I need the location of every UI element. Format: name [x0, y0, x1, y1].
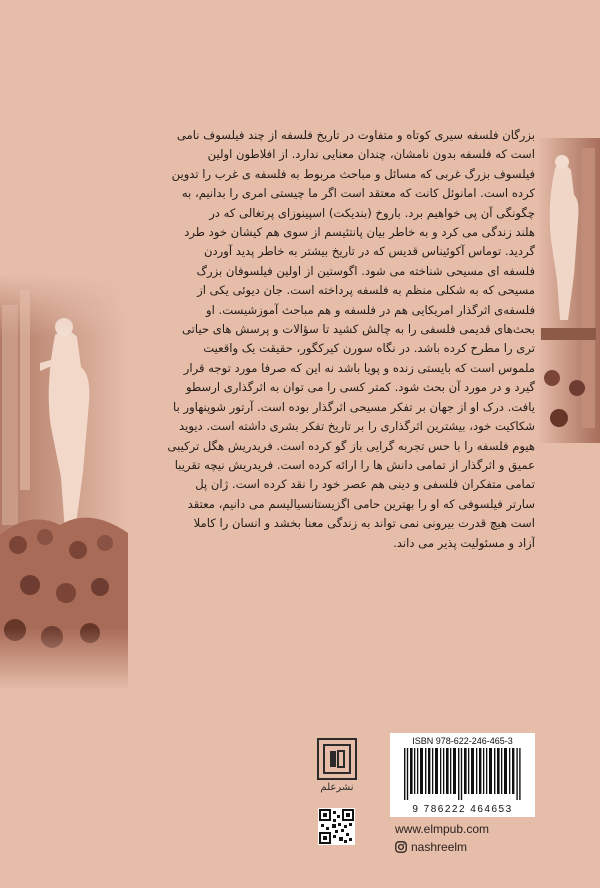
description-line: گردید. توماس آکوئیناس قدیس که در تاریخ بیشتر به خاطر پدید آوردن — [203, 244, 535, 259]
publisher-website-link[interactable]: www.elmpub.com — [395, 822, 490, 836]
description-line: هیوم فلسفه را با حس تجربه گرایی باز گو کرده است. فریدریش هگل ترکیبی — [167, 438, 535, 453]
description-line: هلند زندگی می کرد و به خاطر بیان پانتئیسم از سوی هم کیشان خود طرد — [184, 225, 535, 240]
description-line: آزاد و مسئولیت پذیر می داند. — [393, 535, 535, 550]
description-line: فیلسوف بزرگ غربی که مسائل و مباحث مربوط به فلسفه ی غرب را تدوین — [171, 166, 535, 181]
description-line: است هیچ قدرت بیرونی نمی تواند به زندگی معنا بخشد و انسان را کاملا — [193, 516, 535, 531]
description-line: است که فلسفه بدون نامشان، چندان معنایی ندارد. از افلاطون اولین — [207, 147, 535, 162]
barcode-digits: 9 786222 464653 — [412, 804, 513, 815]
isbn-barcode — [390, 733, 535, 817]
left-classical-illustration — [0, 275, 128, 690]
publisher-name: نشرعلم — [320, 782, 354, 793]
qr-code-icon[interactable] — [318, 808, 355, 845]
description-line: ملموس است که بایستی زنده و پویا باشد نه این که صرفا مورد توجه قرار — [183, 360, 535, 375]
description-line: بزرگان فلسفه سیری کوتاه و متفاوت در تاریخ فلسفه از چند فیلسوف نامی — [176, 128, 535, 142]
description-line: مسیحی که به شکلی منظم به فلسفه پرداخته است. جان دیوئی یکی از — [197, 283, 535, 298]
description-line: فلسفه‌ی اثرگذار امریکایی هم در فلسفه و هم مباحث آموزشیست. او — [206, 302, 535, 317]
description-line: کرده است. امانوئل کانت که معتقد است اگر ما چیستی امری را بدانیم، به — [181, 186, 535, 201]
description-line: سارتر فیلسوفی که او را بهترین حامی اگزیستانسیالیسم می دانیم، معتقد — [187, 496, 535, 511]
description-line: گیرد و در مورد آن بحث شود. کمتر کسی را می توان به اثرگذاری ارسطو — [186, 380, 535, 395]
description-line: تمامی متفکران فلسفی و دینی هم عصر خود را نقد کرده است. ژان پل — [195, 477, 535, 492]
publisher-logo-icon — [317, 738, 357, 780]
back-cover-description — [128, 126, 535, 553]
instagram-handle: nashreelm — [411, 840, 468, 854]
publisher-instagram[interactable] — [395, 840, 467, 854]
barcode-bars — [404, 748, 521, 800]
description-line: عمیق و اثرگذار از تمامی دانش ها را ارائه کرده است. فریدریش نیچه تقریبا — [174, 457, 535, 472]
description-line: شکاکیت خود، بیشترین اثرگذاری را بر تاریخ تفکر بشری داشته است. دیوید — [179, 419, 535, 434]
isbn-number: ISBN 978-622-246-465-3 — [412, 736, 513, 746]
publisher-logo — [317, 738, 357, 793]
description-line: تری را مطرح کرده باشد. در نگاه سورن کیرکگور، حقیقت یک واقعیت — [203, 341, 535, 356]
instagram-icon — [395, 841, 407, 853]
description-line: فلسفه ای مسیحی شناخته می شود. اگوستین از اولین فیلسوفان بزرگ — [196, 263, 535, 278]
description-line: بحث‌های قدیمی فلسفی را به چالش کشید تا سؤالات و پرسش های حیاتی — [182, 322, 535, 337]
right-classical-illustration — [537, 138, 600, 443]
description-line: یافت. درک او از جهان بر تفکر مسیحی اثرگذار بوده است. آرتور شوپنهاور با — [173, 399, 535, 414]
description-line: چگونگی آن پی خواهیم برد. باروخ (بندیکت) اسپینوزای پرتغالی که در — [209, 205, 535, 220]
